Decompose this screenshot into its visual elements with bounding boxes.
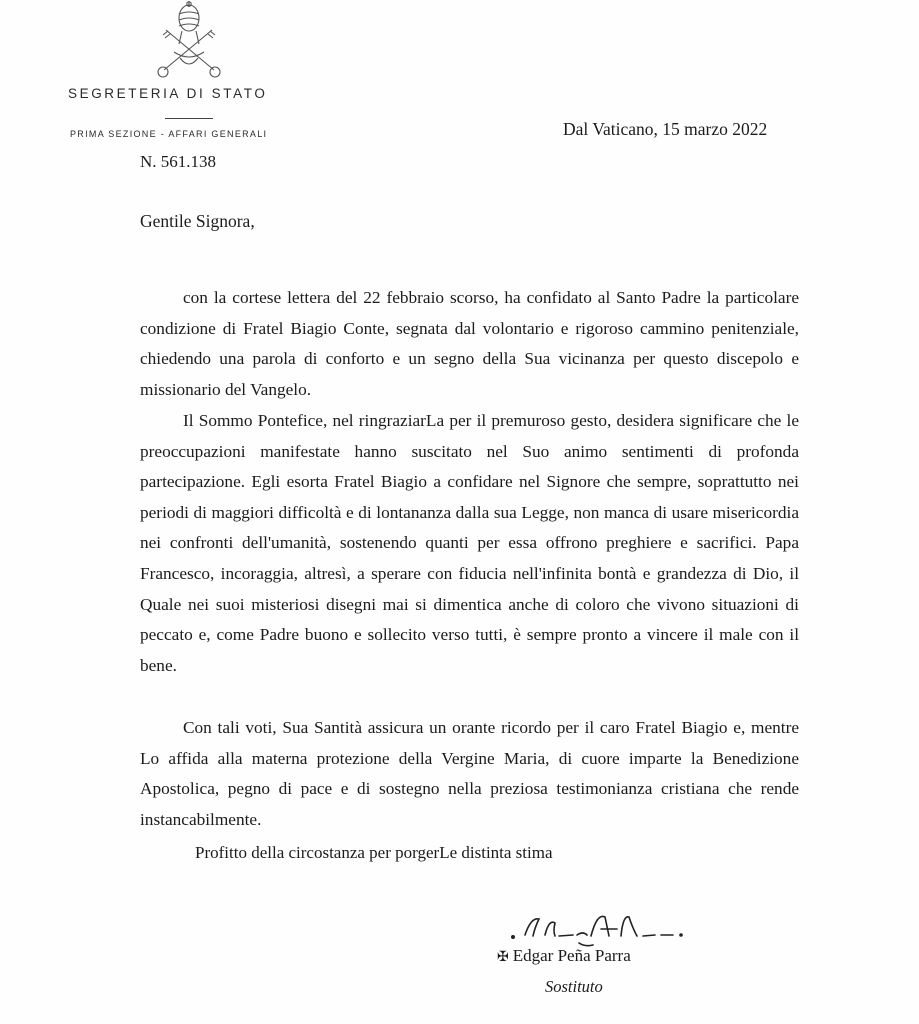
- office-title: SEGRETERIA DI STATO: [68, 86, 268, 101]
- office-section: PRIMA SEZIONE - AFFARI GENERALI: [70, 129, 268, 139]
- signer-title: Sostituto: [545, 977, 603, 996]
- signer-name: Edgar Peña Parra: [512, 946, 631, 965]
- body-paragraph-3: Con tali voti, Sua Santità assicura un orante ricordo per il caro Fratel Biagio e, mentre Lo affida alla materna protezione della Vergine Maria, di cuore imparte la Benedizione Apostolica, pegno di pace e di sostegno nella preziosa testimonianza cristiana che rende instancabilmente.: [140, 718, 799, 829]
- closing-line: Profitto della circostanza per porgerLe distinta stima: [195, 843, 553, 862]
- letterhead-divider: [165, 118, 213, 119]
- salutation: Gentile Signora,: [140, 211, 255, 231]
- signer-line: [497, 946, 631, 966]
- papal-coat-of-arms-icon: [150, 0, 228, 78]
- cross-icon: ✠: [497, 950, 509, 965]
- body-paragraph-2: Il Sommo Pontefice, nel ringraziarLa per il premuroso gesto, desidera significare che le preoccupazioni manifestate hanno suscitato nel Suo animo sentimenti di profonda partecipazione. Egli esorta Fratel Biagio a confidare nel Signore che sempre, soprattutto nei periodi di maggiori difficoltà e di lontananza dalla sua Legge, non manca di usare misericordia nei confronti dell'umanità, sostenendo quanti per essa offrono preghiere e sacrifici. Papa Francesco, incoraggia, altresì, a sperare con fiducia nell'infinita bontà e grandezza di Dio, il Quale nei suoi misteriosi disegni mai si dimentica anche di coloro che vivono situazioni di peccato e, come Padre buono e sollecito verso tutti, è sempre pronto a vincere il male con il bene.: [140, 411, 799, 675]
- body-paragraph-1: con la cortese lettera del 22 febbraio scorso, ha confidato al Santo Padre la particolare condizione di Fratel Biagio Conte, segnata dal volontario e rigoroso cammino penitenziale, chiedendo una parola di conforto e un segno della Sua vicinanza per questo discepolo e missionario del Vangelo.: [140, 288, 799, 399]
- date-line: Dal Vaticano, 15 marzo 2022: [563, 119, 768, 139]
- protocol-number: N. 561.138: [140, 152, 217, 171]
